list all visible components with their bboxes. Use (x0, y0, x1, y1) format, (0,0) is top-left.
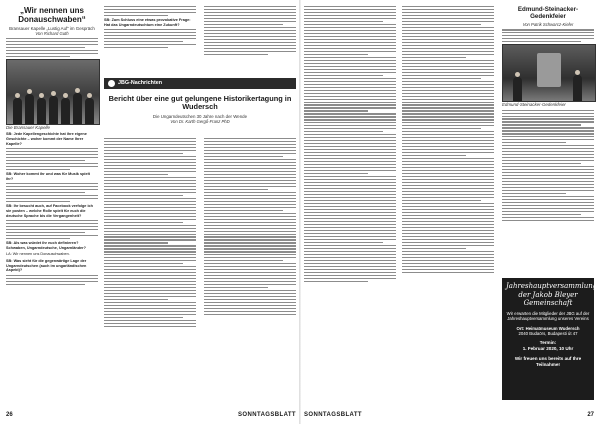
feature-title: Edmund-Steinacker-Gedenkfeier (517, 6, 579, 21)
question-6: SB: Zum Schluss eine etwas provokative Frage: Hat das Ungarndeutschtum eine Zukunft? (104, 18, 191, 27)
memorial-photo (502, 44, 596, 102)
invite-text: Wir erwarten die Mitglieder der JBG auf der Jahreshauptversammlung unseres Vereins (506, 310, 590, 322)
question-4: SB: Als was würdet ihr euch definieren? Schwaben, Ungarndeutsche, Ungarnländer? (6, 241, 86, 250)
page-number-right: 27 (587, 412, 594, 418)
feature-byline: Von Patrik Schwarcz-Kiefer (522, 22, 574, 28)
question-2: SB: Woher kommt ihr und was für Musik spielt ihr? (6, 172, 90, 181)
invite-date: 1. Februar 2020, 10 Uhr (522, 346, 574, 352)
page-fold (299, 0, 301, 424)
jbg-news-banner: JBG-Nachrichten (104, 78, 296, 89)
article-column-2 (104, 6, 196, 50)
answer-closing: LA: Wir nennen uns Donauschwaben. (6, 252, 70, 257)
article-byline: Von Richard Guth (35, 31, 69, 37)
article-body-intro (6, 38, 98, 57)
report-body-col-1 (104, 136, 196, 329)
article-title: „Wir nennen uns Donauschwaben“ (18, 6, 86, 24)
masthead-left: SONNTAGSBLATT (238, 412, 296, 418)
continuation-col-1 (304, 6, 396, 284)
invite-address: 2040 Budaörs, Budapesti út 47 (518, 331, 578, 336)
report-subtitle: Die Ungarndeutschen 30 Jahre nach der Wende (152, 113, 248, 119)
memorial-photo-caption: Edmund-Steinacker-Gedenkfeier (502, 102, 566, 108)
question-1: SB: Jede Kapellengeschichte hat ihre eigene Geschichte – woher kommt der Name Ihrer Kapelle? (6, 132, 87, 146)
band-photo (6, 59, 100, 125)
invite-headline: Jahreshauptversammlung der Jakob Bleyer Gemeinschaft (506, 282, 598, 308)
report-body-col-3 (204, 136, 296, 317)
article-subtitle: Bransauer Kapelle „Lustig Auf“ im Gespräch (9, 26, 95, 31)
article-column-1 (6, 6, 98, 287)
right-page (304, 6, 598, 418)
question-5: SB: Was sieht für die gegenwärtige Lage der Ungarndeutschen (auch im ungarländischen Aspekt)? (6, 258, 87, 273)
band-photo-caption: Die Bransauer Kapelle (6, 125, 50, 131)
jbg-logo-icon (108, 80, 115, 87)
invite-date-label: Termin: (539, 340, 557, 346)
invite-place: Ort: Heimatmuseum Wudersch (516, 325, 580, 331)
annual-meeting-invitation (502, 278, 598, 400)
left-page (6, 6, 296, 418)
question-3: SB: Ihr besucht auch, auf Facebook verfolge ich sie posten – welche Rolle spielt für euch die deutsche Sprache bis die Vergangenheit? (6, 204, 93, 218)
feature-column (502, 6, 594, 223)
report-section (104, 78, 296, 124)
report-title: Bericht über eine gut gelungene Historikertagung in Wudersch (108, 94, 292, 112)
report-byline: Von Dr. Karth Gergő-Franz PhD (170, 119, 230, 125)
page-number-left: 26 (6, 412, 13, 418)
report-body-col-2 (204, 6, 296, 57)
continuation-col-2 (402, 6, 494, 275)
masthead-right: SONNTAGSBLATT (304, 412, 362, 418)
invite-footer: Wir freuen uns bereits auf Ihre Teilnahme! (514, 356, 582, 367)
